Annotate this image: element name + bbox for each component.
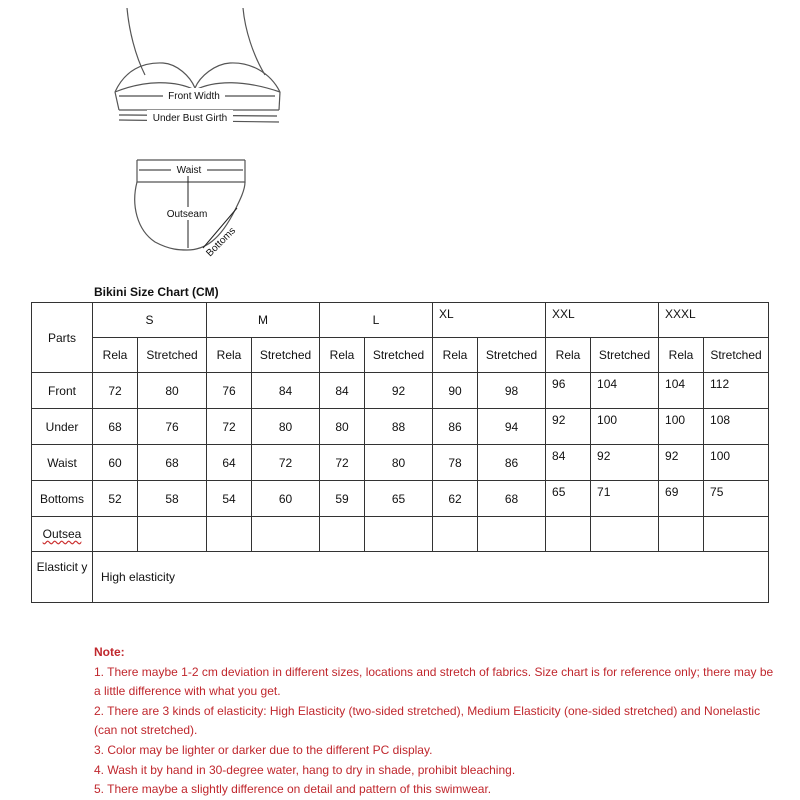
table-cell: 52 bbox=[93, 481, 138, 517]
stretched-header: Stretched bbox=[138, 338, 207, 373]
table-cell: 80 bbox=[138, 373, 207, 409]
rela-header: Rela bbox=[433, 338, 478, 373]
table-row-waist bbox=[32, 445, 769, 481]
outseam-row-label: Outsea bbox=[42, 527, 82, 541]
table-cell: 75 bbox=[704, 481, 769, 517]
table-cell: 68 bbox=[478, 481, 546, 517]
stretched-header: Stretched bbox=[591, 338, 659, 373]
rela-header: Rela bbox=[93, 338, 138, 373]
table-cell: 92 bbox=[546, 409, 591, 445]
table-cell: 112 bbox=[704, 373, 769, 409]
stretched-header: Stretched bbox=[365, 338, 433, 373]
table-cell bbox=[659, 517, 704, 552]
parts-header: Parts bbox=[32, 303, 93, 373]
table-cell bbox=[138, 517, 207, 552]
rela-header: Rela bbox=[207, 338, 252, 373]
table-cell bbox=[478, 517, 546, 552]
table-cell: 104 bbox=[591, 373, 659, 409]
table-cell: 104 bbox=[659, 373, 704, 409]
table-row-bottoms bbox=[32, 481, 769, 517]
table-cell: 65 bbox=[365, 481, 433, 517]
table-cell bbox=[546, 517, 591, 552]
table-cell: 64 bbox=[207, 445, 252, 481]
bikini-top-diagram bbox=[105, 0, 285, 135]
bottoms-label: Bottoms bbox=[204, 225, 239, 260]
table-cell: 100 bbox=[659, 409, 704, 445]
table-cell: 72 bbox=[207, 409, 252, 445]
size-chart-title: Bikini Size Chart (CM) bbox=[94, 285, 219, 299]
table-cell: 58 bbox=[138, 481, 207, 517]
note-item: 1. There maybe 1-2 cm deviation in different sizes, locations and stretch of fabrics. Size chart is for reference only; there may be a little difference with what you get. bbox=[94, 664, 774, 699]
size-header-s: S bbox=[93, 303, 207, 338]
table-cell: 84 bbox=[546, 445, 591, 481]
table-cell: 86 bbox=[478, 445, 546, 481]
size-chart-table bbox=[31, 302, 769, 603]
table-cell bbox=[433, 517, 478, 552]
front-width-label: Front Width bbox=[168, 91, 220, 102]
table-cell: 60 bbox=[252, 481, 320, 517]
note-item: 4. Wash it by hand in 30-degree water, hang to dry in shade, prohibit bleaching. bbox=[94, 762, 516, 777]
size-header-m: M bbox=[207, 303, 320, 338]
table-cell: 72 bbox=[320, 445, 365, 481]
outseam-label: Outseam bbox=[166, 209, 208, 220]
note-item: 5. There maybe a slightly difference on detail and pattern of this swimwear. bbox=[94, 782, 492, 797]
table-row-outseam bbox=[32, 517, 769, 552]
table-cell bbox=[93, 517, 138, 552]
table-cell: 72 bbox=[252, 445, 320, 481]
row-label: Under bbox=[32, 409, 93, 445]
table-cell: 108 bbox=[704, 409, 769, 445]
table-cell: 65 bbox=[546, 481, 591, 517]
table-cell bbox=[320, 517, 365, 552]
table-cell bbox=[591, 517, 659, 552]
table-cell: 92 bbox=[659, 445, 704, 481]
table-cell: 84 bbox=[252, 373, 320, 409]
row-label: Bottoms bbox=[32, 481, 93, 517]
rela-header: Rela bbox=[546, 338, 591, 373]
table-row-under bbox=[32, 409, 769, 445]
bikini-bottom-diagram bbox=[125, 150, 265, 265]
table-cell: 72 bbox=[93, 373, 138, 409]
table-cell: 78 bbox=[433, 445, 478, 481]
table-cell: 90 bbox=[433, 373, 478, 409]
size-header-xl: XL bbox=[433, 303, 546, 338]
row-label: Front bbox=[32, 373, 93, 409]
table-cell: 54 bbox=[207, 481, 252, 517]
stretched-header: Stretched bbox=[478, 338, 546, 373]
elasticity-value: High elasticity bbox=[93, 552, 769, 603]
table-cell: 76 bbox=[207, 373, 252, 409]
table-cell bbox=[704, 517, 769, 552]
note-item: 3. Color may be lighter or darker due to the different PC display. bbox=[94, 742, 433, 757]
table-cell: 100 bbox=[591, 409, 659, 445]
row-label bbox=[32, 517, 93, 552]
table-cell: 84 bbox=[320, 373, 365, 409]
table-cell: 69 bbox=[659, 481, 704, 517]
notes-section bbox=[94, 643, 774, 800]
notes-title: Note: bbox=[94, 645, 125, 659]
table-cell: 96 bbox=[546, 373, 591, 409]
table-cell: 60 bbox=[93, 445, 138, 481]
table-cell: 76 bbox=[138, 409, 207, 445]
table-cell: 92 bbox=[591, 445, 659, 481]
elasticity-label: Elasticit y bbox=[32, 552, 93, 603]
table-cell: 80 bbox=[320, 409, 365, 445]
table-cell: 59 bbox=[320, 481, 365, 517]
table-cell: 88 bbox=[365, 409, 433, 445]
waist-label: Waist bbox=[176, 165, 202, 176]
table-cell: 62 bbox=[433, 481, 478, 517]
table-cell: 98 bbox=[478, 373, 546, 409]
stretched-header: Stretched bbox=[704, 338, 769, 373]
table-cell bbox=[207, 517, 252, 552]
table-cell: 86 bbox=[433, 409, 478, 445]
row-label: Waist bbox=[32, 445, 93, 481]
table-cell: 71 bbox=[591, 481, 659, 517]
sub-header-row bbox=[32, 338, 769, 373]
size-header-xxl: XXL bbox=[546, 303, 659, 338]
table-cell: 68 bbox=[138, 445, 207, 481]
stretched-header: Stretched bbox=[252, 338, 320, 373]
table-cell: 80 bbox=[365, 445, 433, 481]
table-row-elasticity bbox=[32, 552, 769, 603]
table-cell: 100 bbox=[704, 445, 769, 481]
note-item: 2. There are 3 kinds of elasticity: High Elasticity (two-sided stretched), Medium Elasticity (one-sided stretched) and Nonelastic (can not stretched). bbox=[94, 703, 761, 738]
size-header-xxxl: XXXL bbox=[659, 303, 769, 338]
table-cell bbox=[252, 517, 320, 552]
under-bust-girth-label: Under Bust Girth bbox=[152, 113, 228, 124]
rela-header: Rela bbox=[659, 338, 704, 373]
size-header-row bbox=[32, 303, 769, 338]
size-header-l: L bbox=[320, 303, 433, 338]
table-row-front bbox=[32, 373, 769, 409]
table-cell: 80 bbox=[252, 409, 320, 445]
table-cell: 92 bbox=[365, 373, 433, 409]
table-cell: 68 bbox=[93, 409, 138, 445]
table-cell bbox=[365, 517, 433, 552]
table-cell: 94 bbox=[478, 409, 546, 445]
rela-header: Rela bbox=[320, 338, 365, 373]
